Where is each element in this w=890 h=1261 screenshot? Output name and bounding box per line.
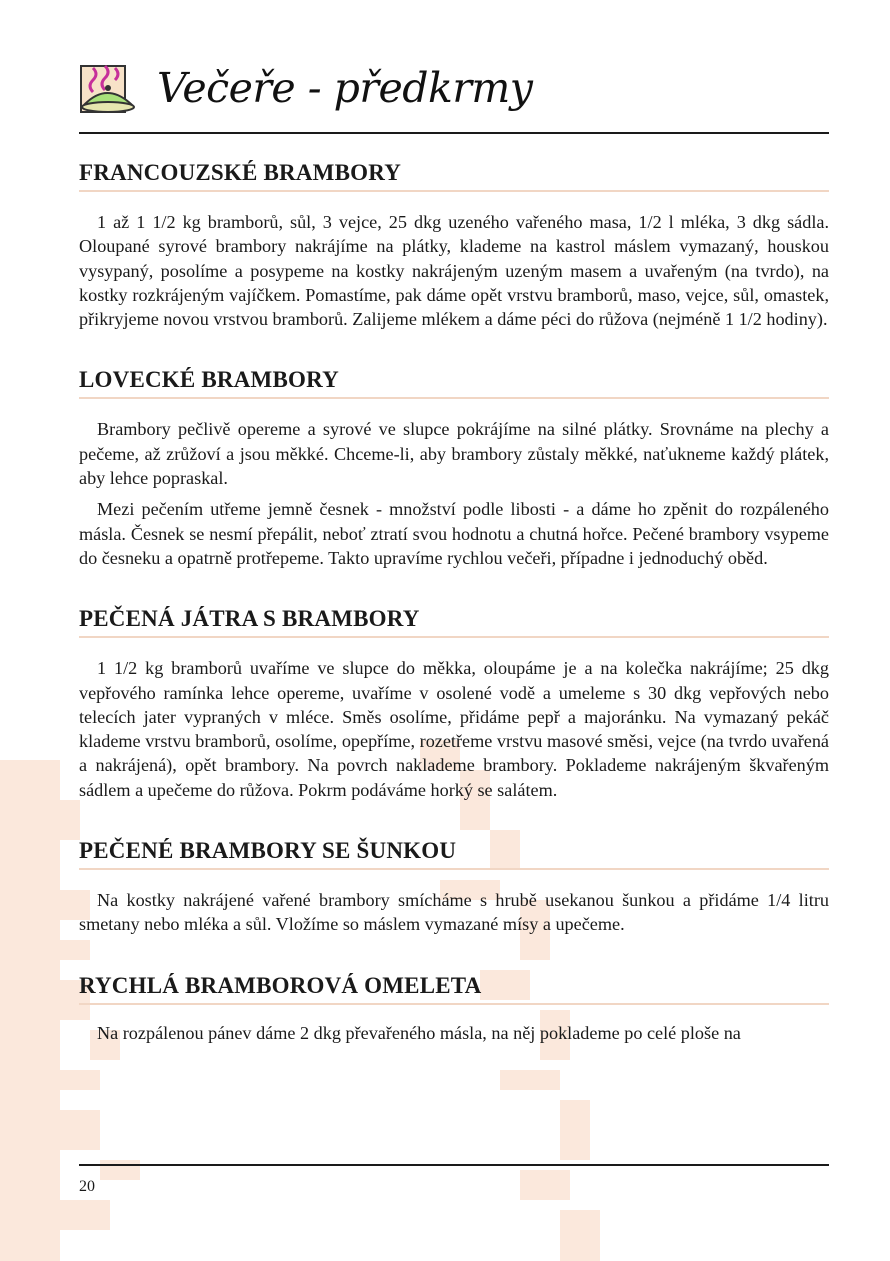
recipe-section: [79, 160, 829, 331]
page-header: [79, 58, 829, 134]
recipe-paragraph: Brambory pečlivě opereme a syrové ve slupce pokrájíme na silné plátky. Srovnáme na plechy a pečeme, až zrůžoví a jsou měkké. Chceme-li, aby brambory zůstaly měkké, naťukneme každý plátek, aby lehce popraskal.: [79, 419, 829, 489]
recipe-title: PEČENÉ BRAMBORY SE ŠUNKOU: [79, 838, 829, 870]
recipe-title: RYCHLÁ BRAMBOROVÁ OMELETA: [79, 973, 829, 1005]
recipe-paragraph: Na rozpálenou pánev dáme 2 dkg převařeného másla, na něj poklademe po celé ploše na: [97, 1022, 741, 1043]
recipe-section: [79, 973, 829, 1045]
footer-rule: [79, 1164, 829, 1166]
recipe-title: PEČENÁ JÁTRA S BRAMBORY: [79, 606, 829, 638]
page-content: [79, 58, 829, 1045]
steaming-dish-icon: [79, 60, 137, 118]
page-title: Večeře - předkrmy: [157, 64, 533, 112]
recipe-title: LOVECKÉ BRAMBORY: [79, 367, 829, 399]
recipe-paragraph: Na kostky nakrájené vařené brambory smícháme s hrubě usekanou šunkou a přidáme 1/4 litru smetany nebo mléka a sůl. Vložíme so máslem vymazané mísy a upečeme.: [79, 890, 829, 935]
recipe-paragraph: Mezi pečením utřeme jemně česnek - množství podle libosti - a dáme ho zpěnit do rozpáleného másla. Česnek se nesmí přepálit, neboť ztratí svou hodnotu a chutná hořce. Pečené brambory vsypeme do česneku a opatrně protřepeme. Takto upravíme rychlou večeři, případne i jednoduchý oběd.: [79, 499, 829, 568]
recipe-paragraph: 1 1/2 kg bramborů uvaříme ve slupce do měkka, oloupáme je a na kolečka nakrájíme; 25 dkg vepřového ramínka lehce opereme, uvaříme v osolené vodě a umeleme s 30 dkg vepřových nebo telecích jater vypraných v mléce. Směs osolíme, přidáme pepř a majoránku. Na vymazaný pekáč klademe vrstvu bramborů, osolíme, opepříme, rozetřeme vrstvu masové směsi, vejce (na tvrdo uvařená a nakrájená), opět brambory. Na povrch naklademe brambory. Poklademe nakrájeným škvařeným sádlem a upečeme do růžova. Pokrm podáváme horký se salátem.: [79, 658, 829, 800]
recipe-section: [79, 367, 829, 570]
recipe-paragraph: 1 až 1 1/2 kg bramborů, sůl, 3 vejce, 25 dkg uzeného vařeného masa, 1/2 l mléka, 3 dkg sádla. Oloupané syrové brambory nakrájíme na plátky, klademe na kastrol máslem vymazaný, houskou vysypaný, posolíme a posypeme na kostky nakrájeným uzeným masem a uvařeným (na tvrdo), na kostky rozkrájeným vajíčkem. Pomastíme, pak dáme opět vrstvu bramborů, maso, vejce, sůl, omastek, přikryjeme novou vrstvou bramborů. Zalijeme mlékem a dáme péci do růžova (nejméně 1 1/2 hodiny).: [79, 212, 829, 330]
page-number: 20: [79, 1178, 95, 1195]
recipe-section: [79, 838, 829, 937]
recipe-title: FRANCOUZSKÉ BRAMBORY: [79, 160, 829, 192]
recipe-section: [79, 606, 829, 802]
